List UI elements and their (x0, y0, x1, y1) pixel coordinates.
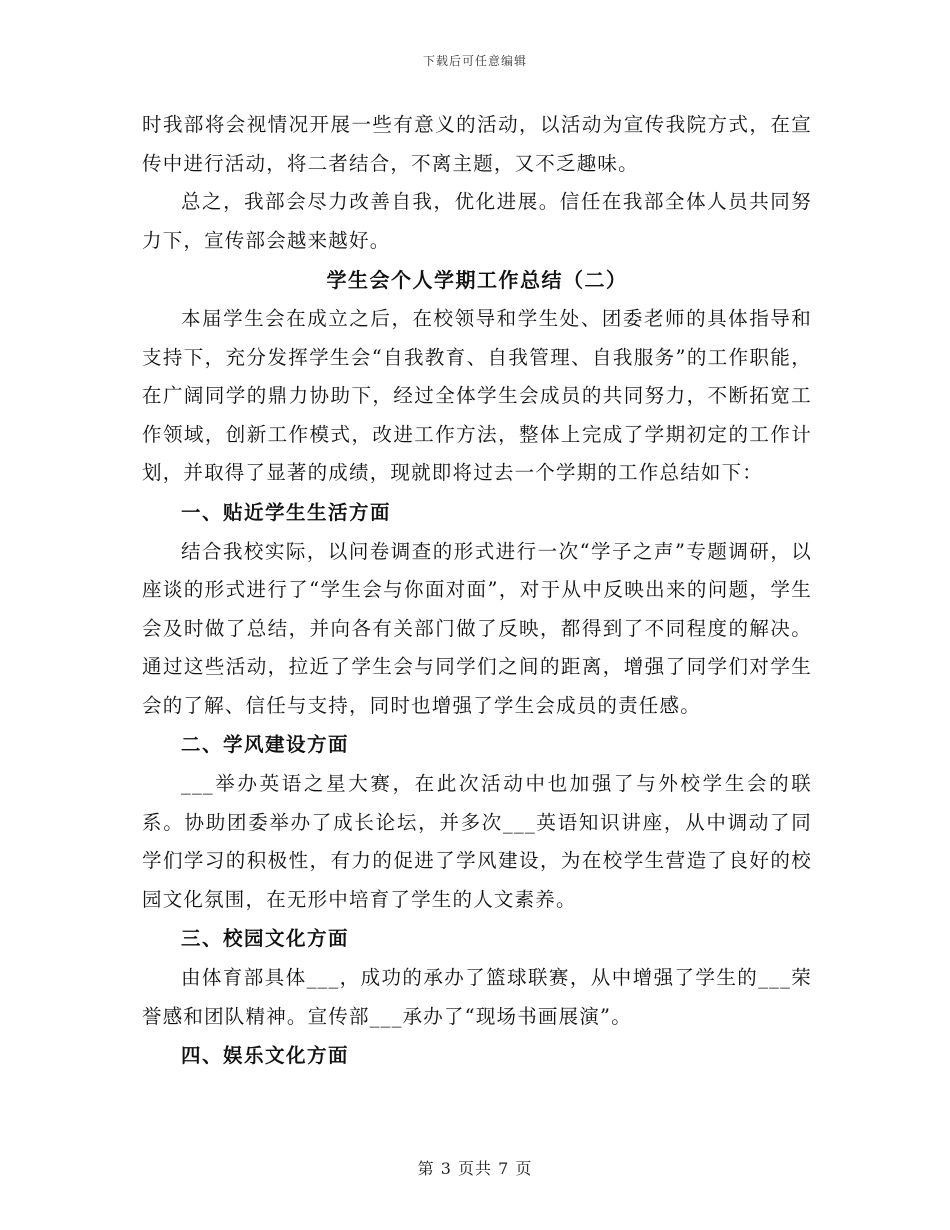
paragraph-intro: 本届学生会在成立之后，在校领导和学生处、团委老师的具体指导和支持下，充分发挥学生会“自我教育、自我管理、自我服务”的工作职能，在广阔同学的鼎力协助下，经过全体学生会成员的共同努力，不断拓宽工作领域，创新工作模式，改进工作方法，整体上完成了学期初定的工作计划，并取得了显著的成绩，现就即将过去一个学期的工作总结如下： (142, 307, 812, 484)
document-title: 学生会个人学期工作总结（二） (326, 268, 628, 292)
section-text-2: ___举办英语之星大赛，在此次活动中也加强了与外校学生会的联系。协助团委举办了成长论坛，并多次___英语知识讲座，从中调动了同学们学习的积极性，有力的促进了学风建设，为在校学生营造了良好的校园文化氛围，在无形中培育了学生的人文素养。 (142, 772, 812, 911)
header-note: 下载后可任意编辑 (422, 54, 527, 68)
section-text-1: 结合我校实际，以问卷调查的形式进行一次“学子之声”专题调研，以座谈的形式进行了“学生会与你面对面”，对于从中反映出来的问题，学生会及时做了总结，并向各有关部门做了反映，都得到了不同程度的解决。通过这些活动，拉近了学生会与同学们之间的距离，增强了同学们对学生会的了解、信任与支持，同时也增强了学生会成员的责任感。 (142, 539, 812, 717)
section-heading-2: 二、学风建设方面 (181, 733, 350, 756)
page-indicator: 第 3 页共 7 页 (417, 1159, 533, 1178)
section-heading-4: 四、娱乐文化方面 (181, 1044, 350, 1067)
paragraph-conclusion: 总之，我部会尽力改善自我，优化进展。信任在我部全体人员共同努力下，宣传部会越来越好。 (142, 190, 812, 252)
section-heading-3: 三、校园文化方面 (181, 927, 350, 950)
paragraph-continuation: 时我部将会视情况开展一些有意义的活动，以活动为宣传我院方式，在宣传中进行活动，将二者结合，不离主题，又不乏趣味。 (142, 113, 812, 175)
section-heading-1: 一、贴近学生生活方面 (181, 500, 392, 524)
section-text-3: 由体育部具体___，成功的承办了篮球联赛，从中增强了学生的___荣誉感和团队精神。宣传部___承办了“现场书画展演”。 (142, 966, 812, 1028)
document-body (142, 106, 812, 1076)
